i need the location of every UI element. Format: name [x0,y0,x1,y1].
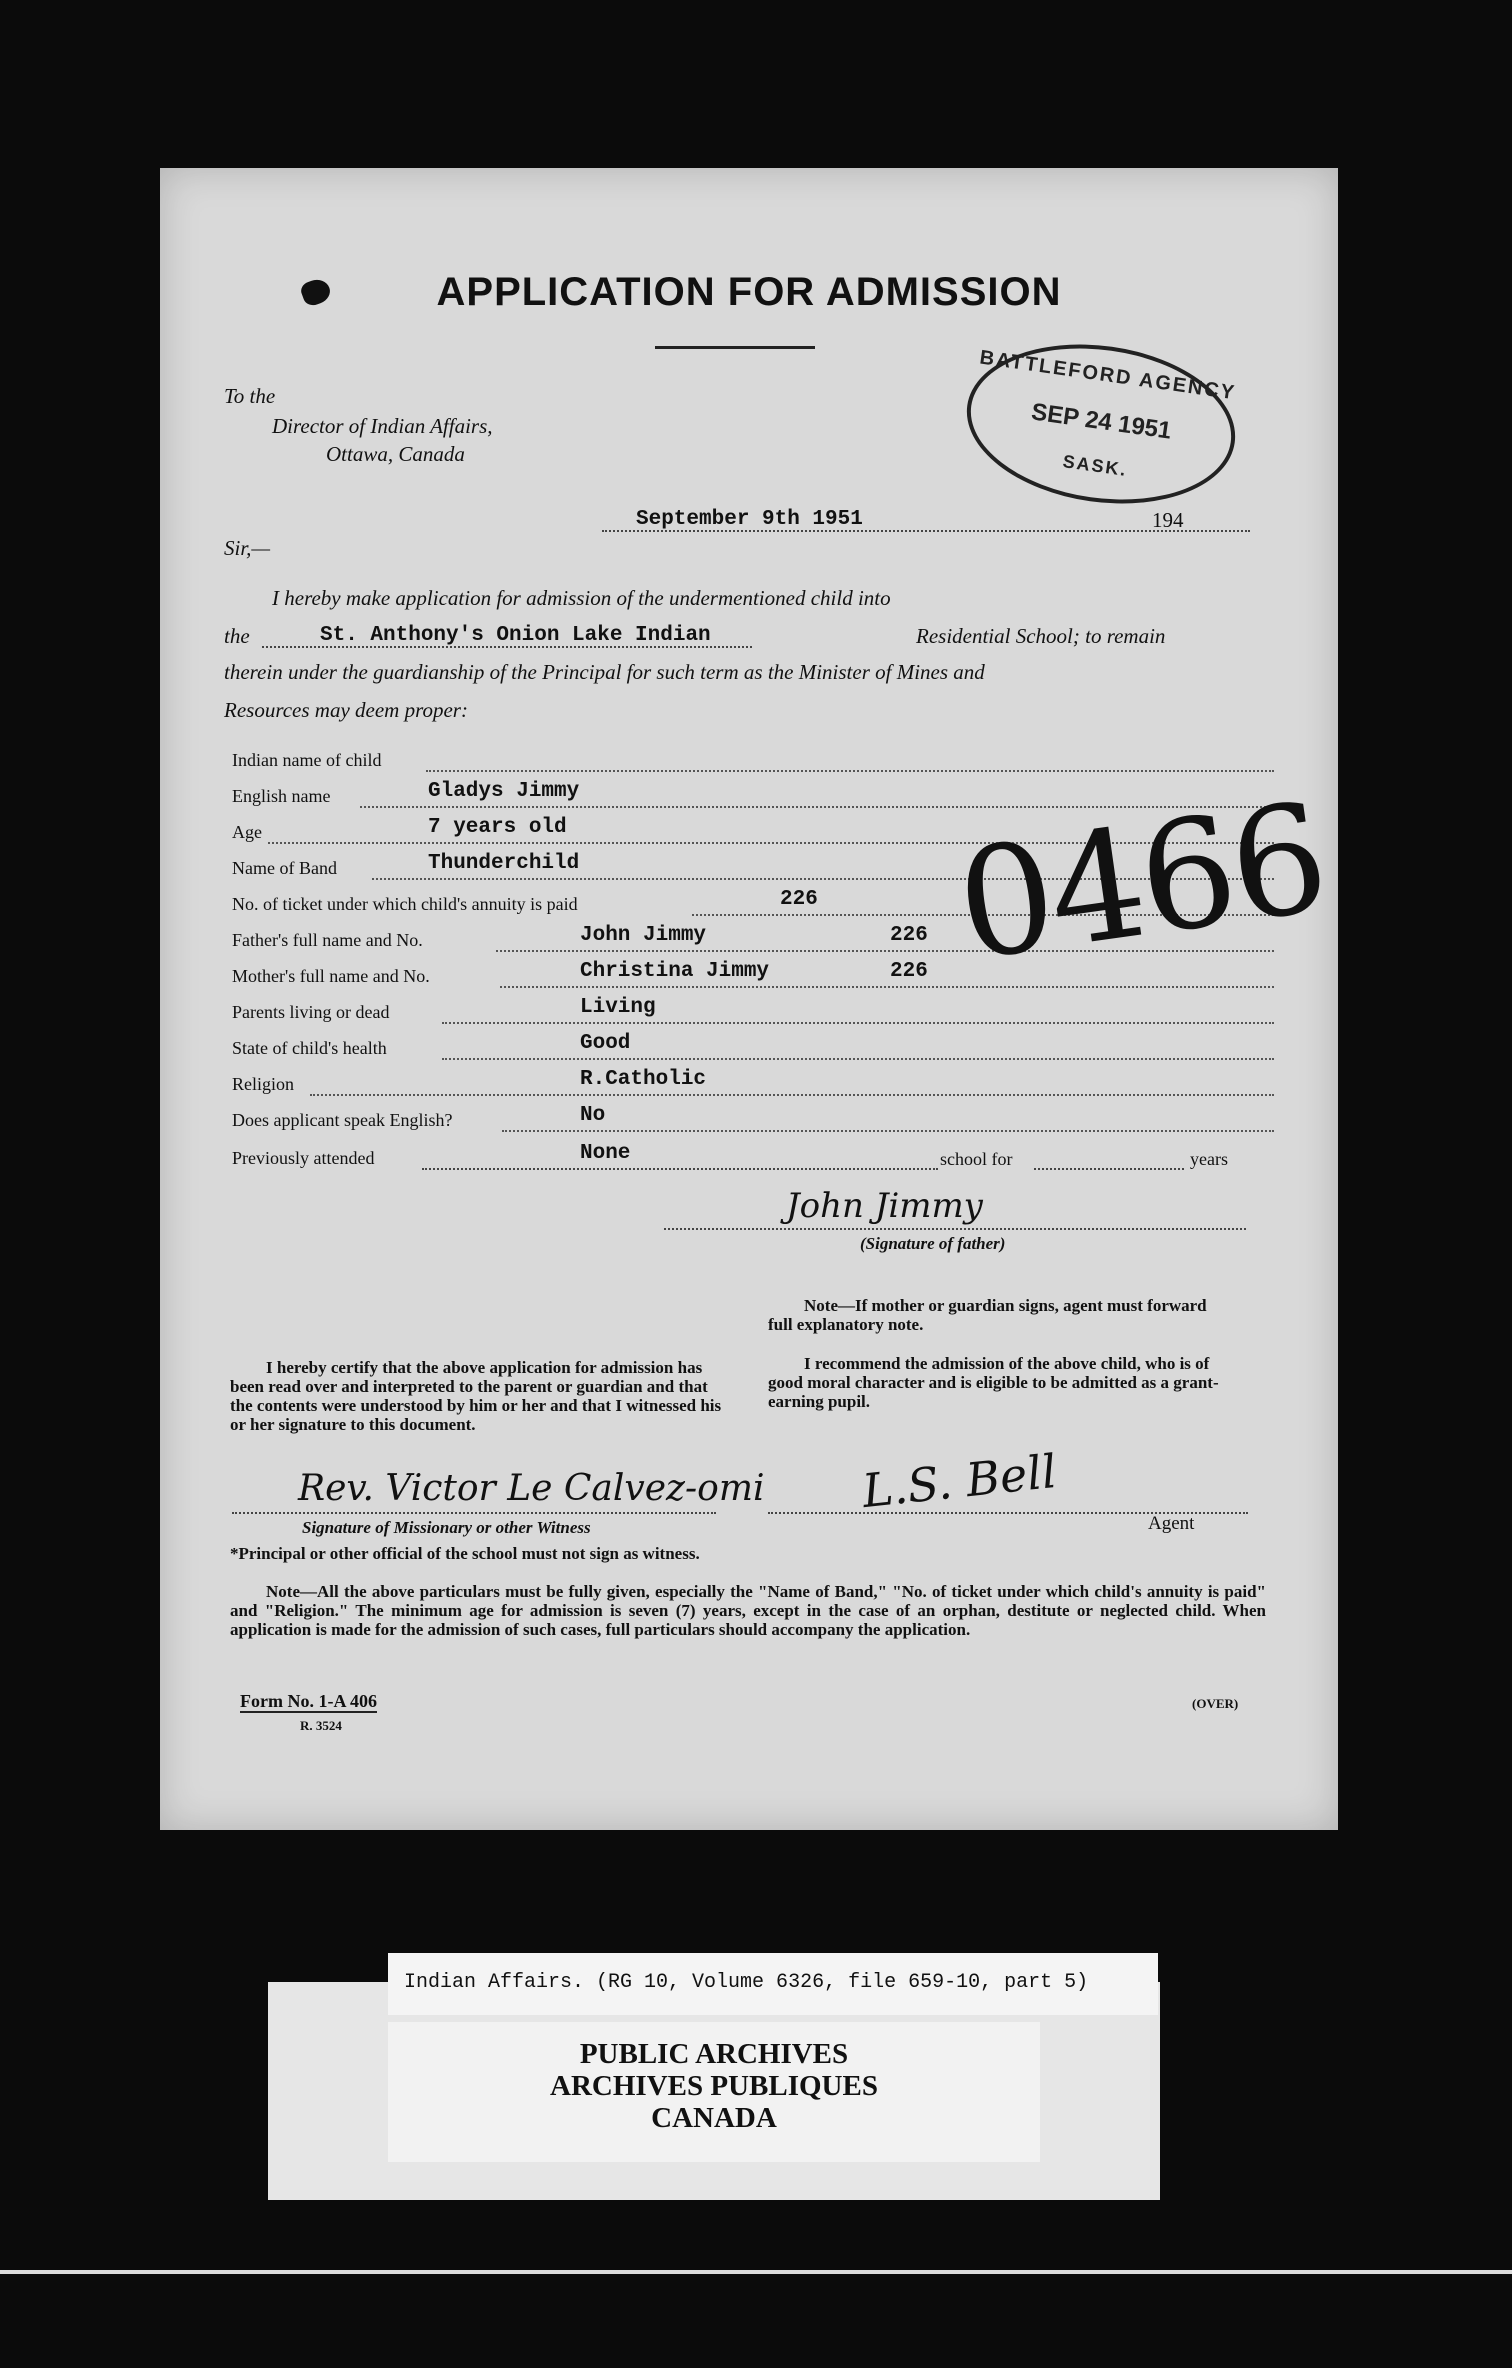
field-label-indian-name: Indian name of child [232,750,382,770]
intro-line4: Resources may deem proper: [224,698,468,722]
field-line-indian-name [426,770,1274,772]
address-line2: Director of Indian Affairs, [272,414,493,438]
archives-line3: CANADA [651,2102,777,2134]
field-label-mother: Mother's full name and No. [232,966,430,986]
archive-reference-card [388,1953,1158,2015]
date-year-prefix: 194 [1152,508,1184,532]
over-label: (OVER) [1192,1696,1239,1711]
agent-signature: L.S. Bell [859,1443,1060,1519]
field-label-english: Does applicant speak English? [232,1110,453,1130]
salutation: Sir,— [224,536,271,560]
archive-reference: Indian Affairs. (RG 10, Volume 6326, file 659-10, part 5) [404,1971,1089,1994]
witness-line [232,1512,716,1514]
field-label-health: State of child's health [232,1038,387,1058]
field-label-ticket: No. of ticket under which child's annuity is paid [232,894,578,914]
witness-signature: Rev. Victor Le Calvez-omi [298,1468,765,1509]
field-value-mother-number: 226 [890,960,928,983]
field-value-mother: Christina Jimmy [580,960,770,983]
stamp-date: SEP 24 1951 [1029,398,1174,445]
field-value-health: Good [580,1032,631,1055]
school-name: St. Anthony's Onion Lake Indian [320,624,711,647]
address-line3: Ottawa, Canada [326,442,465,466]
intro-the: the [224,624,250,648]
archives-line2: ARCHIVES PUBLIQUES [550,2070,878,2102]
form-sub-number: R. 3524 [300,1718,342,1733]
years-line [1034,1168,1184,1170]
signature-caption: (Signature of father) [860,1234,1006,1253]
field-label-english-name: English name [232,786,331,806]
field-value-english-name: Gladys Jimmy [428,780,580,803]
father-signature: John Jimmy [786,1186,983,1226]
intro-line3: therein under the guardianship of the Principal for such term as the Minister of Mines and [224,660,985,684]
final-note: Note—All the above particulars must be fully given, especially the "Name of Band," "No. of ticket under which child's annuity is paid" and "Religion." The minimum age for admission is seven (7) years, except in the case of an orphan, destitute or neglected child. When application is made for the admission of such cases, full particulars should accompany the application. [230,1582,1266,1639]
field-value-father: John Jimmy [580,924,707,947]
stamp-province: SASK. [1061,451,1129,481]
field-label-father: Father's full name and No. [232,930,423,950]
field-line-religion [310,1094,1274,1096]
intro-line1: I hereby make application for admission of the undermentioned child into [272,586,891,610]
agent-label: Agent [1148,1513,1195,1534]
witness-caption: Signature of Missionary or other Witness [302,1518,591,1537]
field-label-band: Name of Band [232,858,337,878]
form-number: Form No. 1-A 406 [240,1691,377,1711]
field-label-religion: Religion [232,1074,294,1094]
title-rule [655,346,815,349]
years-label: years [1190,1149,1228,1169]
application-form [160,168,1338,1830]
field-value-father-number: 226 [890,924,928,947]
recommend-text: I recommend the admission of the above child, who is of good moral character and is eligible to be admitted as a grant-earning pupil. [768,1354,1219,1411]
field-label-age: Age [232,822,262,842]
field-line-mother [500,986,1274,988]
certify-text: I hereby certify that the above application for admission has been read over and interpreted to the parent or guardian and that the contents were understood by him or her and that I witnessed his or her signature to this document. [230,1358,722,1434]
field-line-health [442,1058,1274,1060]
field-value-ticket: 226 [780,888,818,911]
field-line-english [502,1130,1274,1132]
intro-part2: Residential School; to remain [916,624,1166,648]
archives-line1: PUBLIC ARCHIVES [579,2038,849,2070]
field-value-previous: None [580,1142,631,1165]
field-value-age: 7 years old [428,816,567,839]
field-line-previous [422,1168,938,1170]
signature-line [664,1228,1246,1230]
note-mother: Note—If mother or guardian signs, agent must forward full explanatory note. [768,1296,1207,1334]
field-label-parents: Parents living or dead [232,1002,390,1022]
file-number: 0466 [947,771,1335,995]
address-line1: To the [224,384,276,408]
form-title: APPLICATION FOR ADMISSION [436,270,1062,314]
agency-stamp [956,328,1245,520]
principal-note: *Principal or other official of the school must not sign as witness. [230,1544,700,1563]
stamp-agency: BATTLEFORD AGENCY [978,346,1238,405]
field-value-english: No [580,1104,606,1127]
date-value: September 9th 1951 [636,508,863,531]
field-label-previous: Previously attended [232,1148,375,1168]
bottom-edge [0,2270,1512,2274]
field-value-band: Thunderchild [428,852,580,875]
school-for-label: school for [940,1149,1013,1169]
field-line-parents [442,1022,1274,1024]
field-value-religion: R.Catholic [580,1068,707,1091]
field-value-parents: Living [580,996,656,1019]
